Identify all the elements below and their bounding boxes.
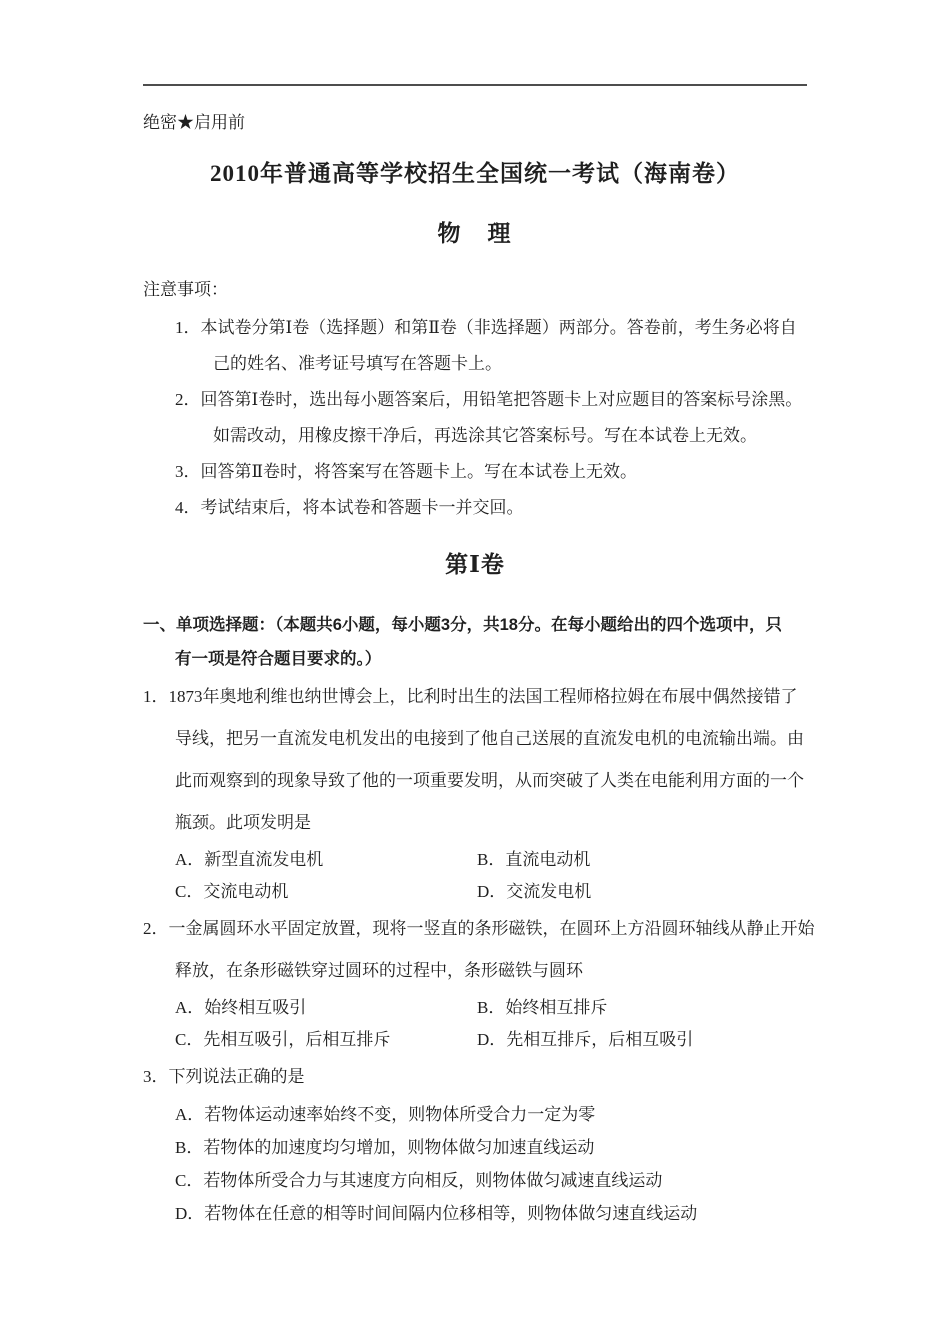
question-2-option-b: B．始终相互排斥 — [477, 998, 608, 1017]
question-2-option-d: D．先相互排斥，后相互吸引 — [477, 1030, 694, 1049]
question-1-option-c: C．交流电动机 — [175, 882, 289, 901]
question-2-option-row-1 — [143, 992, 807, 1024]
question-1-stem-line-1: 1．1873年奥地利维也纳世博会上，比利时出生的法国工程师格拉姆在布展中偶然接错了 — [143, 687, 798, 706]
question-2 — [143, 908, 815, 1056]
exam-title: 2010年普通高等学校招生全国统一考试（海南卷） — [210, 161, 740, 186]
question-1-stem-line-2: 导线，把另一直流发电机发出的电接到了他自己送展的直流发电机的电流输出端。由 — [175, 729, 804, 748]
section-heading-line-1: 一、单项选择题：（本题共6小题，每小题3分，共18分。在每小题给出的四个选项中，只 — [143, 616, 782, 634]
subject-title: 物 理 — [437, 221, 513, 246]
part-title: 第Ⅰ卷 — [445, 552, 505, 577]
question-1-option-a: A．新型直流发电机 — [175, 850, 324, 869]
notice-item-2-line-2: 如需改动，用橡皮擦干净后，再选涂其它答案标号。写在本试卷上无效。 — [213, 426, 757, 445]
header-rule — [143, 84, 807, 86]
question-2-stem-line-2: 释放，在条形磁铁穿过圆环的过程中，条形磁铁与圆环 — [175, 961, 583, 980]
question-2-option-c: C．先相互吸引，后相互排斥 — [175, 1030, 391, 1049]
question-2-option-a: A．始终相互吸引 — [175, 998, 307, 1017]
question-1-option-row-1 — [143, 844, 807, 876]
notice-item-3-line-1: 3．回答第Ⅱ卷时，将答案写在答题卡上。写在本试卷上无效。 — [175, 462, 638, 481]
security-classification: 绝密★启用前 — [143, 113, 245, 132]
question-3-stem-line-1: 3．下列说法正确的是 — [143, 1067, 305, 1086]
question-1 — [143, 676, 807, 908]
notice-item-1-line-2: 己的姓名、准考证号填写在答题卡上。 — [213, 354, 502, 373]
notice-item-4-line-1: 4．考试结束后，将本试卷和答题卡一并交回。 — [175, 498, 524, 517]
notice-heading: 注意事项： — [143, 280, 228, 299]
question-1-option-d: D．交流发电机 — [477, 882, 592, 901]
question-3-option-d: D．若物体在任意的相等时间间隔内位移相等，则物体做匀速直线运动 — [175, 1204, 698, 1223]
question-2-option-row-2 — [143, 1024, 807, 1056]
question-3-option-b: B．若物体的加速度均匀增加，则物体做匀加速直线运动 — [175, 1138, 595, 1157]
notice-list — [143, 310, 807, 526]
question-3 — [143, 1056, 807, 1230]
question-2-stem-line-1: 2．一金属圆环水平固定放置，现将一竖直的条形磁铁，在圆环上方沿圆环轴线从静止开始 — [143, 919, 815, 938]
question-3-option-a: A．若物体运动速率始终不变，则物体所受合力一定为零 — [175, 1105, 596, 1124]
question-1-stem-line-3: 此而观察到的现象导致了他的一项重要发明，从而突破了人类在电能利用方面的一个 — [175, 771, 804, 790]
question-1-option-b: B．直流电动机 — [477, 850, 591, 869]
question-1-stem-line-4: 瓶颈。此项发明是 — [175, 813, 311, 832]
section-heading — [143, 608, 807, 676]
notice-item-1-line-1: 1．本试卷分第Ⅰ卷（选择题）和第Ⅱ卷（非选择题）两部分。答卷前，考生务必将自 — [175, 318, 797, 337]
question-1-option-row-2 — [143, 876, 807, 908]
section-heading-line-2: 有一项是符合题目要求的。） — [175, 650, 382, 668]
notice-item-2-line-1: 2．回答第Ⅰ卷时，选出每小题答案后，用铅笔把答题卡上对应题目的答案标号涂黑。 — [175, 390, 803, 409]
page-content — [143, 0, 815, 1230]
question-3-option-c: C．若物体所受合力与其速度方向相反，则物体做匀减速直线运动 — [175, 1171, 663, 1190]
